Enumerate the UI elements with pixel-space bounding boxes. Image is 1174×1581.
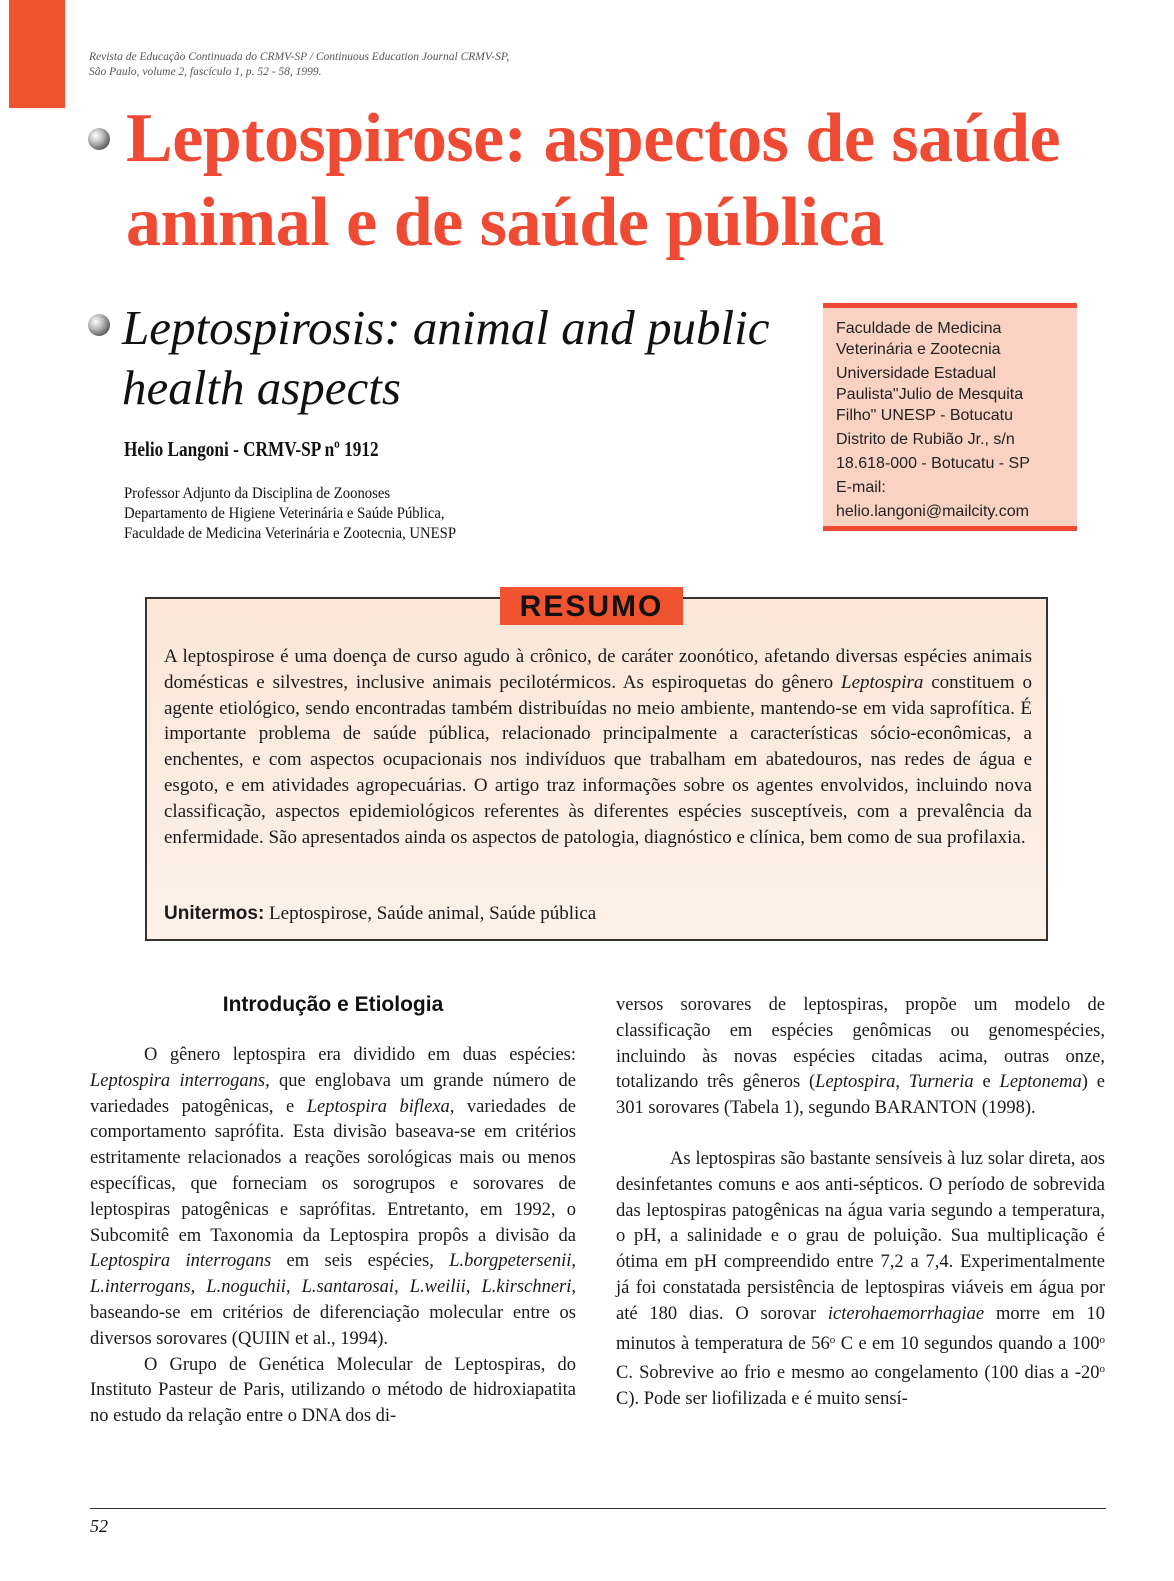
species-name: Leptospira interrogans (90, 1251, 272, 1272)
abstract-text (164, 644, 1032, 850)
abstract-heading: RESUMO (500, 587, 683, 625)
paragraph: O Grupo de Genética Molecular de Leptospiras, do Instituto Pasteur de Paris, utilizando o método de hidroxiapatita no estudo da relação entre o DNA dos di- (90, 1354, 576, 1427)
page-number: 52 (90, 1516, 108, 1536)
species-name: Leptospira biflexa (306, 1096, 450, 1117)
text-run: versos sorovares de leptospiras, propõe um modelo de classificação em espécies genômicas ou genomespécies, incluindo às novas espécies citadas acima, outras onze, totalizando três gêneros ( (616, 995, 1105, 1093)
author-affiliation (124, 484, 684, 544)
text-run: , variedades de comportamento saprófita. Esta divisão baseava-se em critérios estritamente relacionados a reações sorológicas mais ou menos específicas, que forneciam os sorogrupos e sorovares de leptospiras patogênicas e saprófitas. Entretanto, em 1992, o Subcomitê em Taxonomia da Leptospira propôs a divisão da (90, 1096, 576, 1246)
degree-sign: o (1099, 1363, 1105, 1376)
footer-rule (90, 1508, 1106, 1509)
address-box (823, 303, 1077, 531)
degree-sign: o (1099, 1333, 1105, 1346)
corner-accent-bar (9, 0, 65, 108)
text-run: As leptospiras são bastante sensíveis à luz solar direta, aos desinfetantes comuns e aos anti-sépticos. O período de sobrevida das leptospiras patogênicas na água varia segundo a temperatura, o pH, a salinidade e o grau de poluição. Sua multiplicação é ótima em pH compreendido entre 7,2 a 7,4. Experimentalmente já foi constatada persistência de leptospiras viáveis em água por até 180 dias. O sorovar (616, 1148, 1105, 1324)
text-run: , (895, 1072, 909, 1093)
title-line-1: Leptospirose: aspectos de saúde (126, 100, 1061, 177)
abstract-genus: Leptospira (841, 671, 924, 693)
address-line: E-mail: (836, 479, 886, 496)
journal-reference (89, 50, 789, 80)
text-run: , que englobava um grande número de variedades patogênicas, e (90, 1070, 576, 1117)
paragraph (616, 1147, 1105, 1413)
affiliation-line: Departamento de Higiene Veterinária e Saúde Pública, (124, 505, 445, 522)
address-line: Veterinária e Zootecnia (836, 341, 1001, 358)
body-column-right (616, 993, 1105, 1413)
species-list: L.borgpetersenii, L.interrogans, L.noguchii, L.santarosai, L.weilii, L.kirschneri (90, 1251, 576, 1298)
text-run: , baseando-se em critérios de diferenciação molecular entre os diversos sorovares (QUIIN et al., 1994). (90, 1277, 576, 1349)
email-address: helio.langoni@mailcity.com (836, 503, 1029, 520)
text-run: em seis espécies, (271, 1251, 450, 1272)
abstract-text-part: A leptospirose é uma doença de curso agudo à crônico, de caráter zoonótico, afetando diversas espécies animais domésticas e silvestres, inclusive animais pecilotérmicos. As espiroquetas do gênero (164, 646, 1032, 693)
paragraph (90, 1043, 576, 1353)
address-line: Filho" UNESP - Botucatu (836, 407, 1014, 424)
keywords-label: Unitermos: (164, 903, 265, 924)
serovar-name: icterohaemorrhagiae (827, 1303, 985, 1324)
address-line: Faculdade de Medicina (836, 320, 1002, 337)
subtitle-line-1: Leptospirosis: animal and public (122, 300, 770, 355)
text-run: C. Sobrevive ao frio e mesmo ao congelamento (100 dias a -20 (616, 1363, 1100, 1384)
subtitle (122, 298, 782, 418)
title-bullet-icon (88, 128, 110, 150)
text-run: O gênero leptospira era dividido em duas espécies: (144, 1045, 576, 1065)
keywords-list: Leptospirose, Saúde animal, Saúde pública (264, 903, 597, 924)
text-run: C e em 10 segundos quando a 100 (835, 1333, 1100, 1354)
subtitle-line-2: health aspects (122, 360, 401, 415)
journal-line-1: Revista de Educação Continuada do CRMV-SP / Continuous Education Journal CRMV-SP, (89, 51, 510, 63)
text-run: e (973, 1072, 1000, 1093)
species-name: Leptospira interrogans (90, 1070, 266, 1091)
degree-sign: o (829, 1333, 836, 1346)
address-line: Distrito de Rubião Jr., s/n (836, 431, 1015, 448)
address-line: Paulista"Julio de Mesquita (836, 386, 1024, 403)
genus-name: Leptospira (815, 1072, 896, 1093)
title-line-2: animal e de saúde pública (126, 184, 884, 261)
abstract-text-part: constituem o agente etiológico, sendo encontradas também distribuídas no meio ambiente, mantendo-se em vida saprofítica. É importante problema de saúde pública, relacionado principalmente a características sócio-econômicas, a enchentes, e com aspectos ocupacionais nos indivíduos que trabalham em abatedouros, nas redes de água e esgoto, e em atividades agropecuárias. O artigo traz informações sobre os agentes envolvidos, incluindo nova classificação, aspectos epidemiológicos referentes às diferentes espécies susceptíveis, com a prevalência da enfermidade. São apresentados ainda os aspectos de patologia, diagnóstico e clínica, bem como de sua profilaxia. (164, 671, 1032, 848)
genus-name: Leptonema (999, 1072, 1082, 1093)
author-name: Helio Langoni - CRMV-SP nº 1912 (124, 437, 379, 461)
subtitle-bullet-icon (88, 314, 110, 336)
affiliation-line: Faculdade de Medicina Veterinária e Zootecnia, UNESP (124, 525, 457, 542)
address-line: Universidade Estadual (836, 365, 997, 382)
text-run: ) e 301 sorovares (Tabela 1), segundo BARANTON (1998). (616, 1072, 1105, 1119)
genus-name: Turneria (908, 1072, 974, 1093)
affiliation-line: Professor Adjunto da Disciplina de Zoonoses (124, 485, 391, 502)
body-column-left (90, 1043, 576, 1430)
section-heading: Introdução e Etiologia (222, 993, 444, 1016)
text-run: C). Pode ser liofilizada e é muito sensí- (616, 1389, 908, 1410)
text-run: morre em 10 minutos à temperatura de 56 (616, 1303, 1105, 1354)
journal-line-2: São Paulo, volume 2, fascículo 1, p. 52 - 58, 1999. (89, 66, 322, 78)
address-line: 18.618-000 - Botucatu - SP (836, 455, 1030, 472)
paragraph (616, 993, 1105, 1122)
keywords (164, 902, 1024, 926)
